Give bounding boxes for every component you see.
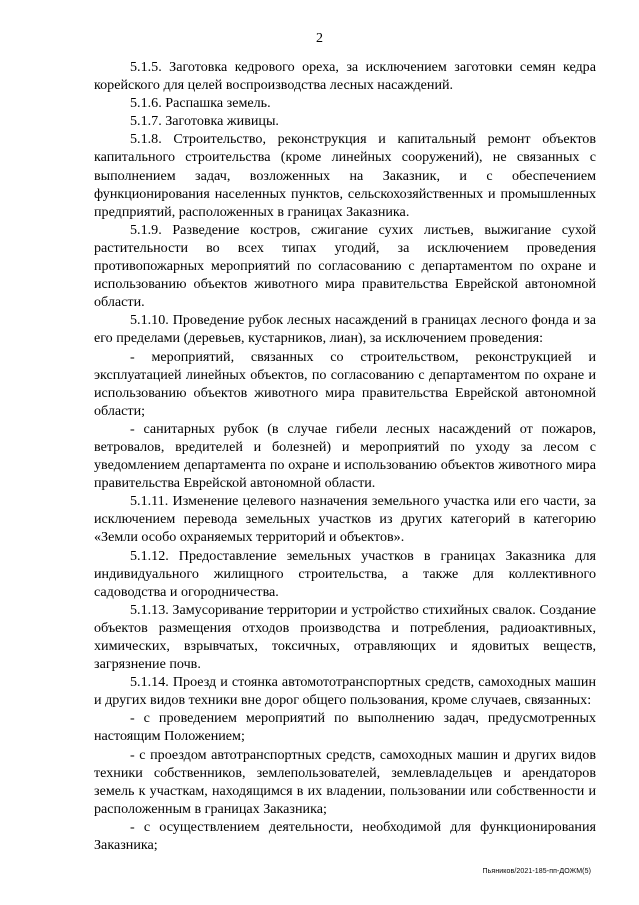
list-item: - с проездом автотранспортных средств, самоходных машин и других видов техники собственников, землепользователей, землевладельцев и арендаторов земель к участкам, находящимся в их владении, пользовании или собственности и расположенным в границах Заказника; [94,746,596,817]
list-item: - с проведением мероприятий по выполнению задач, предусмотренных настоящим Положением; [94,710,596,745]
paragraph-5-1-9: 5.1.9. Разведение костров, сжигание сухих листьев, выжигание сухой растительности во всех типах угодий, за исключением проведения противопожарных мероприятий по согласованию с департаментом по охране и использованию объектов животного мира правительства Еврейской автономной области. [94,221,596,311]
paragraph-5-1-5: 5.1.5. Заготовка кедрового ореха, за исключением заготовки семян кедра корейского для целей воспроизводства лесных насаждений. [94,59,596,94]
page-number: 2 [316,31,323,46]
paragraph-5-1-12: 5.1.12. Предоставление земельных участков в границах Заказника для индивидуального жилищного строительства, а также для коллективного садоводства и огородничества. [94,547,596,600]
paragraph-5-1-10: 5.1.10. Проведение рубок лесных насаждений в границах лесного фонда и за его пределами (деревьев, кустарников, лиан), за исключением проведения: [94,312,596,347]
paragraph-5-1-8: 5.1.8. Строительство, реконструкция и капитальный ремонт объектов капитального строительства (кроме линейных сооружений), не связанных с выполнением задач, возложенных на Заказник, и с обеспечением функционирования населенных пунктов, сельскохозяйственных и промышленных предприятий, расположенных в границах Заказника. [94,131,596,220]
list-item: - санитарных рубок (в случае гибели лесных насаждений от пожаров, ветровалов, вредителей и болезней) и мероприятий по уходу за лесом с уведомлением департамента по охране и использованию объектов животного мира правительства Еврейской автономной области. [94,420,596,492]
paragraph-5-1-14: 5.1.14. Проезд и стоянка автомототранспортных средств, самоходных машин и других видов техники вне дорог общего пользования, кроме случаев, связанных: [94,674,596,709]
document-code-footer: Пьяников/2021-185-пп-ДОЖМ(5) [482,868,591,875]
paragraph-5-1-11: 5.1.11. Изменение целевого назначения земельного участка или его части, за исключением перевода земельных участков из других категорий в категорию «Земли особо охраняемых территорий и объектов». [94,493,596,546]
list-item: - мероприятий, связанных со строительством, реконструкцией и эксплуатацией линейных объектов, по согласованию с департаментом по охране и использованию объектов животного мира правительства Еврейской автономной области; [94,348,596,419]
list-item: - с осуществлением деятельности, необходимой для функционирования Заказника; [94,818,596,854]
paragraph-5-1-13: 5.1.13. Замусоривание территории и устройство стихийных свалок. Создание объектов размещения отходов производства и потребления, радиоактивных, химических, взрывчатых, токсичных, отравляющих и ядовитых веществ, загрязнение почв. [94,601,596,673]
document-body [94,58,596,854]
paragraph-5-1-7: 5.1.7. Заготовка живицы. [130,113,279,130]
paragraph-5-1-6: 5.1.6. Распашка земель. [130,95,271,112]
